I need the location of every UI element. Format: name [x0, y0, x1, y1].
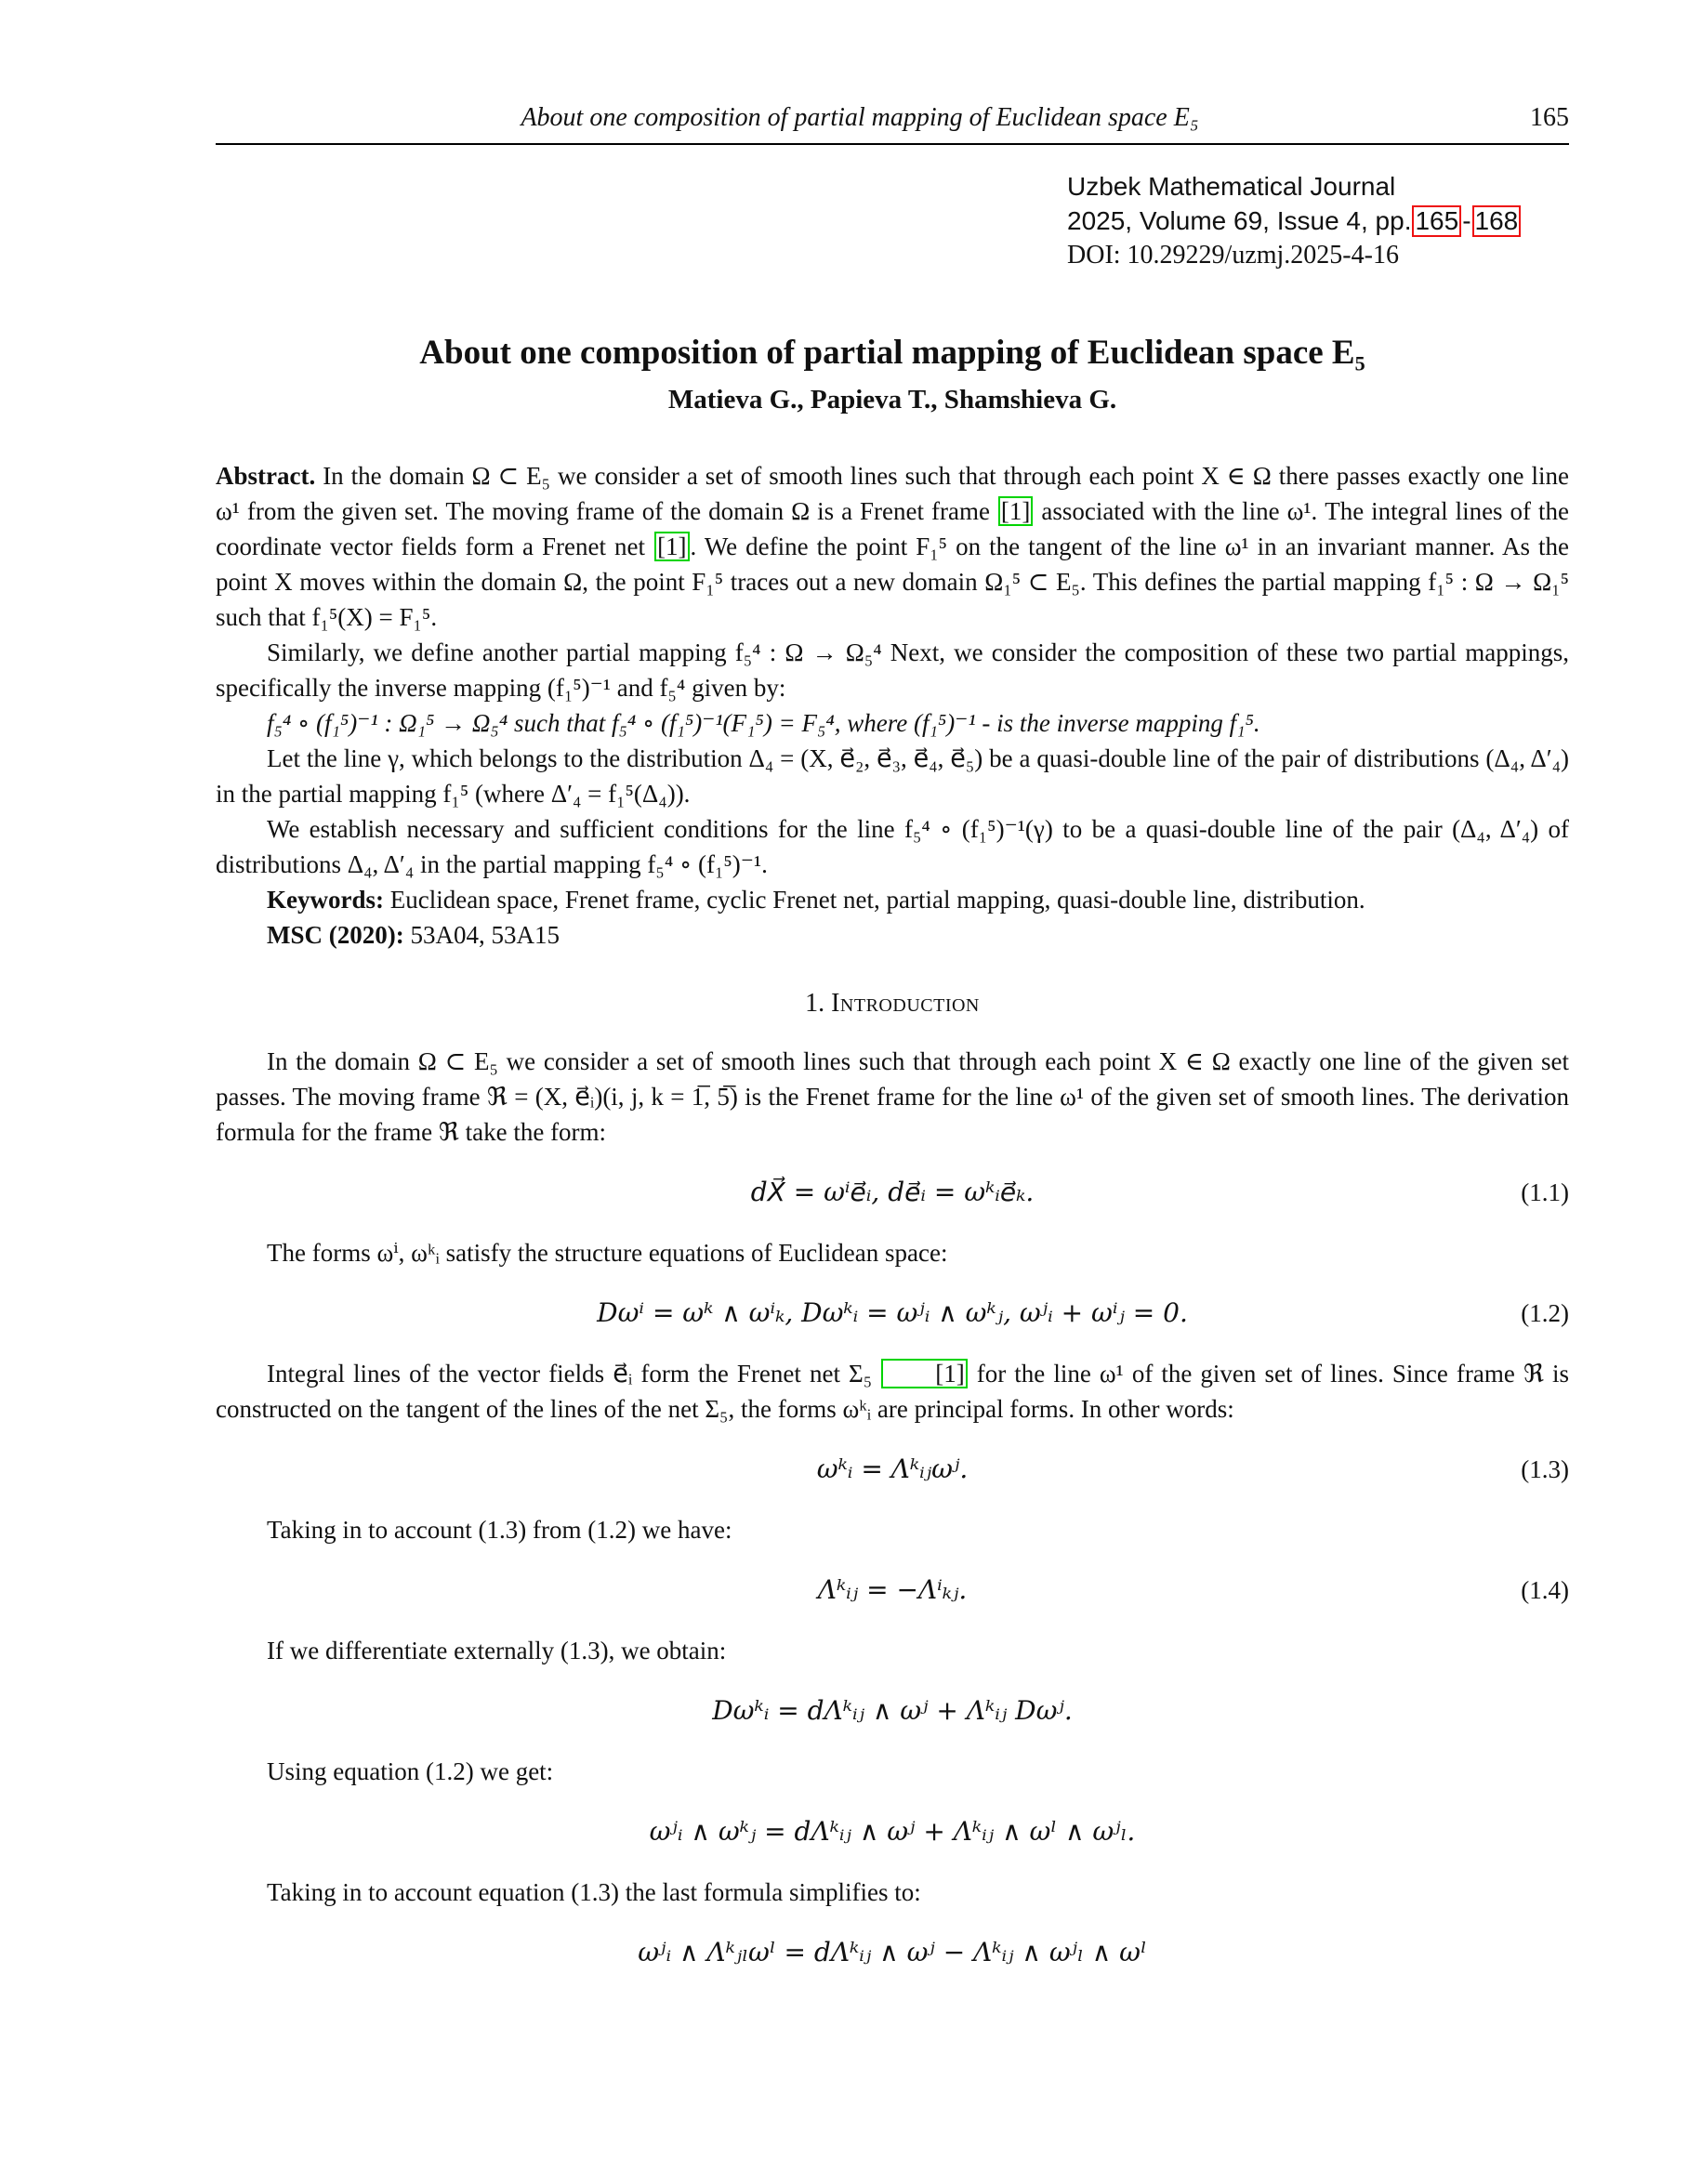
- journal-name: Uzbek Mathematical Journal: [1067, 172, 1396, 201]
- equation-unnumbered-1-body: Dωᵏᵢ = dΛᵏᵢⱼ ∧ ωʲ + Λᵏᵢⱼ Dωʲ.: [712, 1695, 1073, 1726]
- keywords-label: Keywords:: [267, 886, 384, 914]
- abstract-paragraph-2: Similarly, we define another partial mapping f₅⁴ : Ω → Ω₅⁴ Next, we consider the composition of these two partial mappings, specifically the inverse mapping (f₁⁵)⁻¹ and f₅⁴ given by:: [216, 638, 1569, 702]
- abstract-paragraph-1: [216, 458, 1569, 635]
- page-end-link[interactable]: 168: [1472, 205, 1522, 237]
- msc-text: 53A04, 53A15: [403, 921, 560, 949]
- section-number: 1.: [805, 989, 825, 1018]
- section-title: Introduction: [831, 989, 980, 1018]
- citation-1-link[interactable]: [1]: [881, 1359, 967, 1388]
- equation-1-2-body: Dωⁱ = ωᵏ ∧ ωⁱₖ, Dωᵏᵢ = ωʲᵢ ∧ ωᵏⱼ, ωʲᵢ + ωⁱⱼ = 0.: [597, 1297, 1188, 1328]
- msc-line: [216, 917, 1569, 953]
- keywords-text: Euclidean space, Frenet frame, cyclic Frenet net, partial mapping, quasi-double line, distribution.: [383, 886, 1365, 914]
- equation-1-1: [216, 1175, 1569, 1210]
- journal-issue-line: [1067, 204, 1569, 238]
- citation-1-link[interactable]: [1]: [998, 496, 1033, 526]
- intro-text: for the line ω¹ of the given set of lines. Since frame ℜ is constructed on the tangent of the lines of the net Σ₅, the forms ωᵏᵢ are principal forms. In other words:: [216, 1360, 1569, 1423]
- journal-issue-prefix: 2025, Volume 69, Issue 4, pp.: [1067, 206, 1412, 235]
- running-head: [216, 100, 1569, 145]
- journal-info-block: [1067, 169, 1569, 272]
- equation-1-1-number: (1.1): [1521, 1178, 1569, 1206]
- equation-unnumbered-1: [216, 1693, 1569, 1729]
- intro-paragraph-6: Using equation (1.2) we get:: [267, 1757, 554, 1785]
- intro-paragraph-7: Taking in to account equation (1.3) the last formula simplifies to:: [267, 1878, 921, 1906]
- abstract-paragraph-5: We establish necessary and sufficient conditions for the line f₅⁴ ∘ (f₁⁵)⁻¹(γ) to be a quasi-double line of the pair (Δ₄, Δ′₄) of distributions Δ₄, Δ′₄ in the partial mapping f₅⁴ ∘ (f₁⁵)⁻¹.: [216, 815, 1569, 878]
- equation-1-1-body: dX⃗ = ωⁱe⃗ᵢ, de⃗ᵢ = ωᵏᵢe⃗ₖ.: [750, 1177, 1035, 1207]
- page-start-link[interactable]: 165: [1412, 205, 1461, 237]
- equation-1-4: [216, 1572, 1569, 1608]
- abstract-paragraph-4: Let the line γ, which belongs to the distribution Δ₄ = (X, e⃗₂, e⃗₃, e⃗₄, e⃗₅) be a quasi-double line of the pair of distributions (Δ₄, Δ′₄) in the partial mapping f₁⁵ (where Δ′₄ = f₁⁵(Δ₄)).: [216, 744, 1569, 808]
- equation-unnumbered-3: [216, 1935, 1569, 1970]
- equation-unnumbered-2: [216, 1814, 1569, 1849]
- equation-1-2-number: (1.2): [1521, 1299, 1569, 1327]
- paper-title: About one composition of partial mapping of Euclidean space E₅: [419, 334, 1365, 372]
- abstract-label: Abstract.: [216, 462, 316, 490]
- keywords-line: [216, 882, 1569, 917]
- abstract-paragraph-3: f₅⁴ ∘ (f₁⁵)⁻¹ : Ω₁⁵ → Ω₅⁴ such that f₅⁴ ∘ (f₁⁵)⁻¹(F₁⁵) = F₅⁴, where (f₁⁵)⁻¹ - is the inverse mapping f₁⁵.: [267, 709, 1260, 737]
- page-range-dash: -: [1462, 206, 1471, 235]
- equation-1-3-number: (1.3): [1521, 1455, 1569, 1483]
- paper-authors: Matieva G., Papieva T., Shamshieva G.: [667, 385, 1117, 414]
- intro-paragraph-4: Taking in to account (1.3) from (1.2) we have:: [267, 1516, 732, 1544]
- intro-paragraph-2: The forms ωⁱ, ωᵏᵢ satisfy the structure equations of Euclidean space:: [267, 1239, 948, 1267]
- page-number: 165: [1530, 103, 1569, 132]
- intro-paragraph-1: In the domain Ω ⊂ E₅ we consider a set of smooth lines such that through each point X ∈ Ω exactly one line of the given set passes. The moving frame ℜ = (X, e⃗ᵢ)(i, j, k = 1̅, 5̅) is the Frenet frame for the line ω¹ of the given set of smooth lines. The derivation formula for the frame ℜ take the form:: [216, 1047, 1569, 1146]
- equation-unnumbered-3-body: ωʲᵢ ∧ Λᵏⱼₗωˡ = dΛᵏᵢⱼ ∧ ωʲ − Λᵏᵢⱼ ∧ ωʲₗ ∧ ωˡ: [638, 1937, 1147, 1967]
- equation-1-3-body: ωᵏᵢ = Λᵏᵢⱼωʲ.: [816, 1454, 969, 1484]
- citation-1-link[interactable]: [1]: [654, 532, 689, 561]
- equation-1-2: [216, 1296, 1569, 1331]
- section-heading: [216, 986, 1569, 1021]
- equation-unnumbered-2-body: ωʲᵢ ∧ ωᵏⱼ = dΛᵏᵢⱼ ∧ ωʲ + Λᵏᵢⱼ ∧ ωˡ ∧ ωʲₗ.: [649, 1816, 1136, 1847]
- abstract-text: In the domain Ω ⊂ E₅ we consider a set of smooth lines such that through each point X ∈ Ω there passes exactly one line ω¹ from the given set. The moving frame of the domain Ω is a Frenet frame: [216, 462, 1569, 525]
- msc-label: MSC (2020):: [267, 921, 404, 949]
- equation-1-3: [216, 1452, 1569, 1487]
- equation-1-4-number: (1.4): [1521, 1576, 1569, 1604]
- abstract-text: associated with the line ω¹. The integral lines of the coordinate vector fields form a Frenet net: [216, 497, 1569, 560]
- running-title: About one composition of partial mapping of Euclidean space E₅: [521, 103, 1199, 132]
- abstract-text: . We define the point F₁⁵ on the tangent of the line ω¹ in an invariant manner. As the point X moves within the domain Ω, the point F₁⁵ traces out a new domain Ω₁⁵ ⊂ E₅. This defines the partial mapping f₁⁵ : Ω → Ω₁⁵ such that f₁⁵(X) = F₁⁵.: [216, 533, 1569, 631]
- intro-text: Integral lines of the vector fields e⃗ᵢ form the Frenet net Σ₅: [267, 1360, 881, 1388]
- intro-paragraph-3: [216, 1356, 1569, 1427]
- intro-paragraph-5: If we differentiate externally (1.3), we obtain:: [267, 1637, 727, 1664]
- abstract-block: [216, 458, 1569, 953]
- doi-line: DOI: 10.29229/uzmj.2025-4-16: [1067, 241, 1399, 270]
- equation-1-4-body: Λᵏᵢⱼ = −Λⁱₖⱼ.: [817, 1574, 968, 1605]
